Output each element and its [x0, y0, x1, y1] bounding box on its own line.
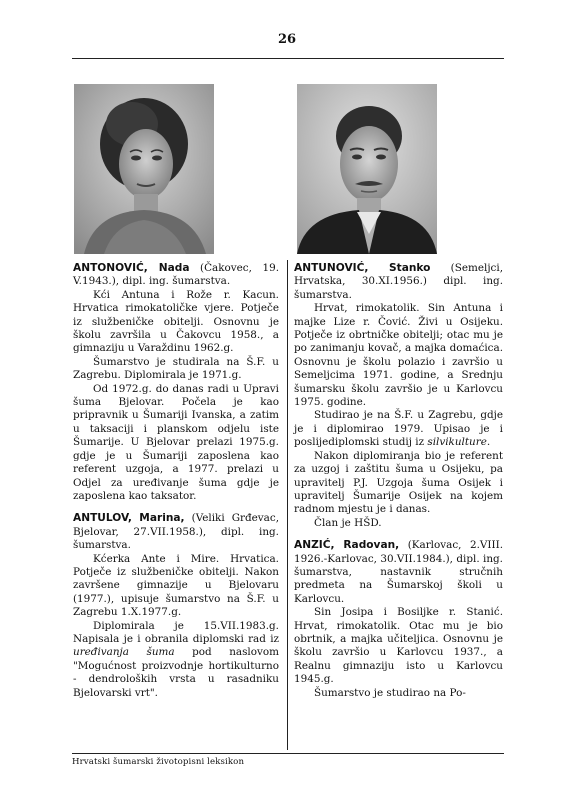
entry-paragraph: Šumarstvo je studirao na Po- [314, 686, 466, 699]
entry-heading-details: (Veliki Grđevac, Bjelovar, 27.VII.1958.), dipl. ing. šumarstva. [73, 512, 279, 552]
portrait-photo-antunovic-stanko [297, 84, 437, 254]
entry-paragraph: Hrvat, rimokatolik. Sin Antuna i majke Lize r. Čović. Živi u Osijeku. Potječe iz obrtničke obitelji; otac mu je po zanimanju kovač, a majka domaćica. Osnovnu je školu polazio i završio u Semeljcima 1971. godine, a Srednju šumarsku školu završio je u Karlovcu 1975. godine. [294, 302, 503, 409]
entry-name: ANTUNOVIĆ, Stanko [294, 262, 431, 274]
portrait-photo-antonovic-nada [74, 84, 214, 254]
entry-name: ANTONOVIĆ, Nada [73, 262, 190, 274]
entry-paragraph [73, 620, 279, 700]
top-rule [72, 58, 504, 59]
paragraph-emphasis: uređivanja šuma [73, 646, 175, 659]
paragraph-emphasis: silvikulture. [427, 436, 491, 449]
entry-heading-details: (Čakovec, 19. V.1943.), dipl. ing. šumarstva. [73, 262, 279, 288]
entry-anzic-radovan [294, 539, 503, 700]
entry-antulov-marina [73, 512, 279, 700]
column-divider [287, 260, 288, 750]
right-column [294, 262, 503, 700]
entry-heading-details: (Semeljci, Hrvatska, 30.XI.1956.) dipl. ing. šumarstva. [294, 262, 503, 301]
entry-antunovic-stanko [294, 262, 503, 530]
entry-paragraph [294, 409, 503, 449]
bottom-rule [72, 753, 504, 754]
entry-paragraph: Kći Antuna i Rože r. Kacun. Hrvatica rimokatoličke vjere. Potječe iz službeničke obitelji. Osnovnu je školu završila u Čakovcu 1958., a gimnaziju u Varaždinu 1962.g. [73, 288, 279, 355]
paragraph-text: Diplomirala je 15.VII.1983.g. Napisala je i obranila diplomski rad iz [73, 619, 279, 645]
entry-name: ANZIĆ, Radovan, [294, 539, 400, 552]
entry-heading [294, 539, 503, 606]
entry-heading [294, 262, 503, 302]
entry-paragraph: Član je HŠD. [314, 516, 382, 529]
entry-paragraph: Kćerka Ante i Mire. Hrvatica. Potječe iz službeničke obitelji. Nakon završene gimnazije u Bjelovaru (1977.), upisuje šumarstvo na Š.F. u Zagrebu 1.X.1977.g. [73, 552, 279, 619]
entry-antonovic-nada [73, 262, 279, 503]
entry-name: ANTULOV, Marina, [73, 512, 185, 525]
entry-paragraph: Šumarstvo je studirala na Š.F. u Zagrebu. Diplomirala je 1971.g. [73, 355, 279, 382]
entry-paragraph: Nakon diplomiranja bio je referent za uzgoj i zaštitu šuma u Osijeku, pa upravitelj P.J. Uzgoja šuma Osijek i upravitelj Šumarije Osijek na kojem radnom mjestu je i danas. [294, 449, 503, 516]
entry-heading-details: (Karlovac, 2.VIII. 1926.-Karlovac, 30.VII.1984.), dipl. ing. šumarstva, nastavnik stručnih predmeta na Šumarskoj školi u Karlovcu. [294, 539, 503, 605]
paragraph-text: Studirao je na Š.F. u Zagrebu, gdje je i diplomirao 1979. Upisao je i poslijediplomski studij iz [294, 409, 503, 449]
entry-heading [73, 262, 279, 289]
entry-paragraph: Sin Josipa i Bosiljke r. Stanić. Hrvat, rimokatolik. Otac mu je bio obrtnik, a majka učiteljica. Osnovnu je školu završio u Karlovcu 1937., a Realnu gimnaziju isto u Karlovcu 1945.g. [294, 606, 503, 686]
page-number: 26 [277, 32, 297, 47]
entry-paragraph: Od 1972.g. do danas radi u Upravi šuma Bjelovar. Počela je kao pripravnik u Šumariji Ivanska, a zatim u taksaciji i planskom odjelu iste Šumarije. U Bjelovar prelazi 1975.g. gdje je u Šumariji zaposlena kao referent uzgoja, a 1977. prelazi u Odjel za uređivanje šuma gdje je zaposlena kao taksator. [73, 382, 279, 502]
footer-title: Hrvatski šumarski životopisni leksikon [72, 757, 245, 767]
left-column [73, 262, 279, 700]
entry-heading [73, 512, 279, 552]
paragraph-text: pod naslovom "Mogućnost proizvodnje hortikulturno - dendroloških vrsta u rasadniku Bjelovarski vrt". [73, 646, 279, 699]
